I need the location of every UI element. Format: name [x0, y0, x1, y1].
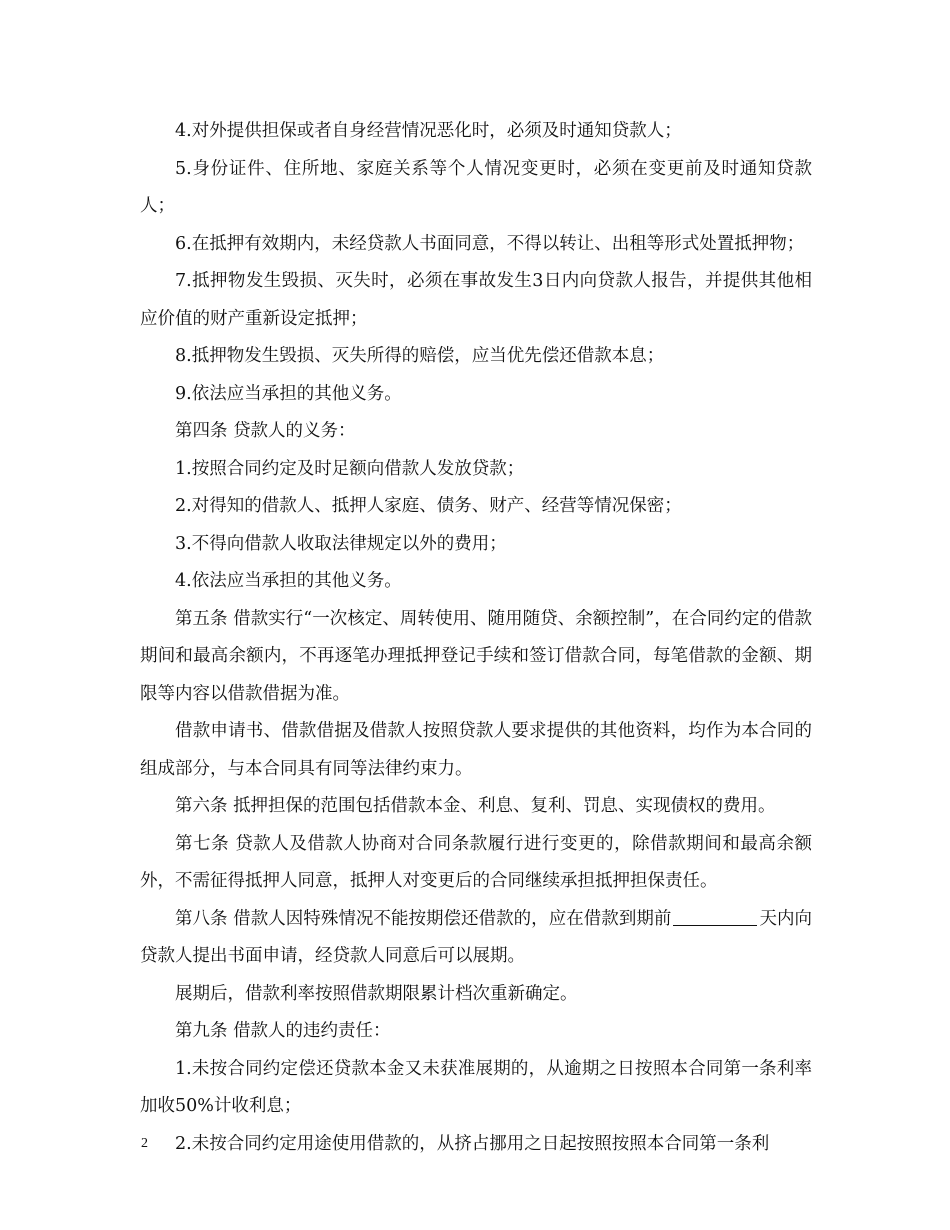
extension-note: 展期后，借款利率按照借款期限累计档次重新确定。 [175, 983, 578, 1004]
article-5-supplement: 借款申请书、借款借据及借款人按照贷款人要求提供的其他资料，均作为本合同的组成部分，与本合同具有同等法律约束力。 [140, 721, 812, 779]
article-6: 第六条 抵押担保的范围包括借款本金、利息、复利、罚息、实现债权的费用。 [175, 796, 776, 816]
lender-duty-2: 2.对得知的借款人、抵押人家庭、债务、财产、经营等情况保密； [175, 496, 682, 516]
paragraph-obligation-7: 7.抵押物发生毁损、灭失时，必须在事故发生3日内向贷款人报告，并提供其他相应价值的财产重新设定抵押； [140, 271, 812, 329]
paragraph-obligation-6: 6.在抵押有效期内，未经贷款人书面同意，不得以转让、出租等形式处置抵押物； [175, 233, 805, 254]
article-7: 第七条 贷款人及借款人协商对合同条款履行进行变更的，除借款期间和最高余额外，不需征得抵押人同意，抵押人对变更后的合同继续承担抵押担保责任。 [140, 833, 812, 891]
paragraph-obligation-9: 9.依法应当承担的其他义务。 [175, 383, 402, 404]
lender-duty-4: 4.依法应当承担的其他义务。 [175, 571, 402, 591]
breach-clause-1: 1.未按合同约定偿还贷款本金又未获准展期的，从逾期之日按照本合同第一条利率加收50%计收利息； [140, 1058, 812, 1116]
article-8-text-before-blank: 第八条 借款人因特殊情况不能按期偿还借款的，应在借款到期前 [175, 908, 672, 929]
article-8 [140, 901, 812, 976]
breach-clause-2: 2.未按合同约定用途使用借款的，从挤占挪用之日起按照按照本合同第一条利 [175, 1133, 770, 1154]
paragraph-obligation-5: 5.身份证件、住所地、家庭关系等个人情况变更时，必须在变更前及时通知贷款人； [140, 158, 812, 216]
article-9-heading: 第九条 借款人的违约责任： [175, 1021, 391, 1041]
lender-duty-3: 3.不得向借款人收取法律规定以外的费用； [175, 533, 507, 554]
article-5: 第五条 借款实行“一次核定、周转使用、随用随贷、余额控制”，在合同约定的借款期间和最高余额内，不再逐笔办理抵押登记手续和签订借款合同，每笔借款的金额、期限等内容以借款借据为准。 [140, 608, 812, 704]
lender-duty-1: 1.按照合同约定及时足额向借款人发放贷款； [175, 458, 525, 479]
page-number: 2 [141, 1136, 148, 1151]
document-body [140, 113, 812, 1163]
article-4-heading: 第四条 贷款人的义务： [175, 421, 356, 441]
paragraph-obligation-4: 4.对外提供担保或者自身经营情况恶化时，必须及时通知贷款人； [175, 121, 682, 141]
fill-in-blank-days [673, 905, 757, 926]
paragraph-obligation-8: 8.抵押物发生毁损、灭失所得的赔偿，应当优先偿还借款本息； [175, 346, 665, 366]
article-8-text-after-blank: 天内向贷款人提出书面申请，经贷款人同意后可以展期。 [140, 908, 813, 966]
